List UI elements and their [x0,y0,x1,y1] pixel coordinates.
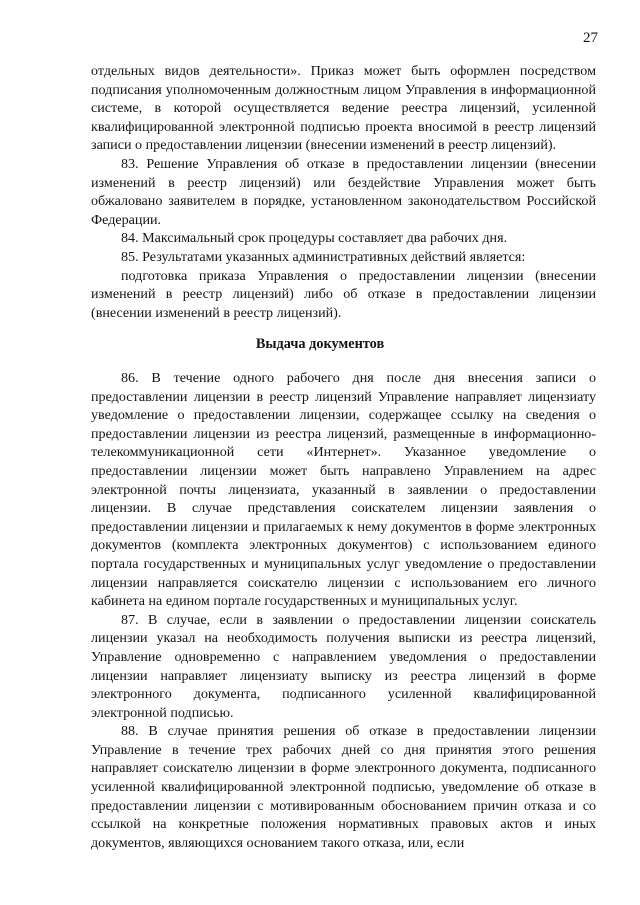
paragraph-88: 88. В случае принятия решения об отказе в предоставлении лицензии Управление в течение трех рабочих дней со дня принятия этого решения направляет соискателю лицензии в форме электронного документа, подписанного усиленной квалифицированной электронной подписью, уведомление об отказе в предоставлении лицензии с мотивированным обоснованием причин отказа и со ссылкой на конкретные положения нормативных правовых актов и иных документов, являющихся основанием такого отказа, или, если [91,723,596,851]
paragraph-87: 87. В случае, если в заявлении о предоставлении лицензии соискатель лицензии указал на необходимость получения выписки из реестра лицензий, Управление одновременно с направлением уведомления о предоставлении лицензии направляет лицензиату выписку из реестра лицензий в форме электронного документа, подписанного усиленной квалифицированной электронной подписью. [91,611,596,721]
paragraph-continuation: отдельных видов деятельности». Приказ может быть оформлен посредством подписания уполномоченным должностным лицом Управления в информационной системе, в которой осуществляется ведение реестра лицензий, усиленной квалифицированной электронной подписью проекта вносимой в реестр лицензий записи о предоставлении лицензии (внесении изменений в реестр лицензий). [91,63,596,154]
document-body-bottom [91,369,596,852]
paragraph-83: 83. Решение Управления об отказе в предоставлении лицензии (внесении изменений в реестр лицензий) или бездействие Управления может быть обжаловано заявителем в порядке, установленном законодательством Российской Федерации. [91,155,596,228]
paragraph-84: 84. Максимальный срок процедуры составляет два рабочих дня. [121,230,508,247]
page-number: 27 [583,30,598,46]
paragraph-85-result: подготовка приказа Управления о предоставлении лицензии (внесении изменений в реестр лицензий) либо об отказе в предоставлении лицензии (внесении изменений в реестр лицензий). [91,267,596,321]
section-heading: Выдача документов [255,336,385,352]
paragraph-86: 86. В течение одного рабочего дня после дня внесения записи о предоставлении лицензии в реестр лицензий Управление направляет лицензиату уведомление о предоставлении лицензии, содержащее ссылку на сведения о предоставлении лицензии из реестра лицензий, размещенные в информационно-телекоммуникационной сети «Интернет». Указанное уведомление о предоставлении лицензии может быть направлено Управлением на адрес электронной почты лицензиата, указанный в заявлении о предоставлении лицензии. В случае представления соискателем лицензии заявления о предоставлении лицензии и прилагаемых к нему документов в форме электронных документов (комплекта электронных документов) с использованием единого портала государственных и муниципальных услуг уведомление о предоставлении лицензии направляется соискателю лицензии с использованием его личного кабинета на едином портале государственных и муниципальных услуг. [91,370,596,610]
paragraph-85: 85. Результатами указанных административных действий является: [121,248,526,265]
document-body-top [91,62,596,322]
